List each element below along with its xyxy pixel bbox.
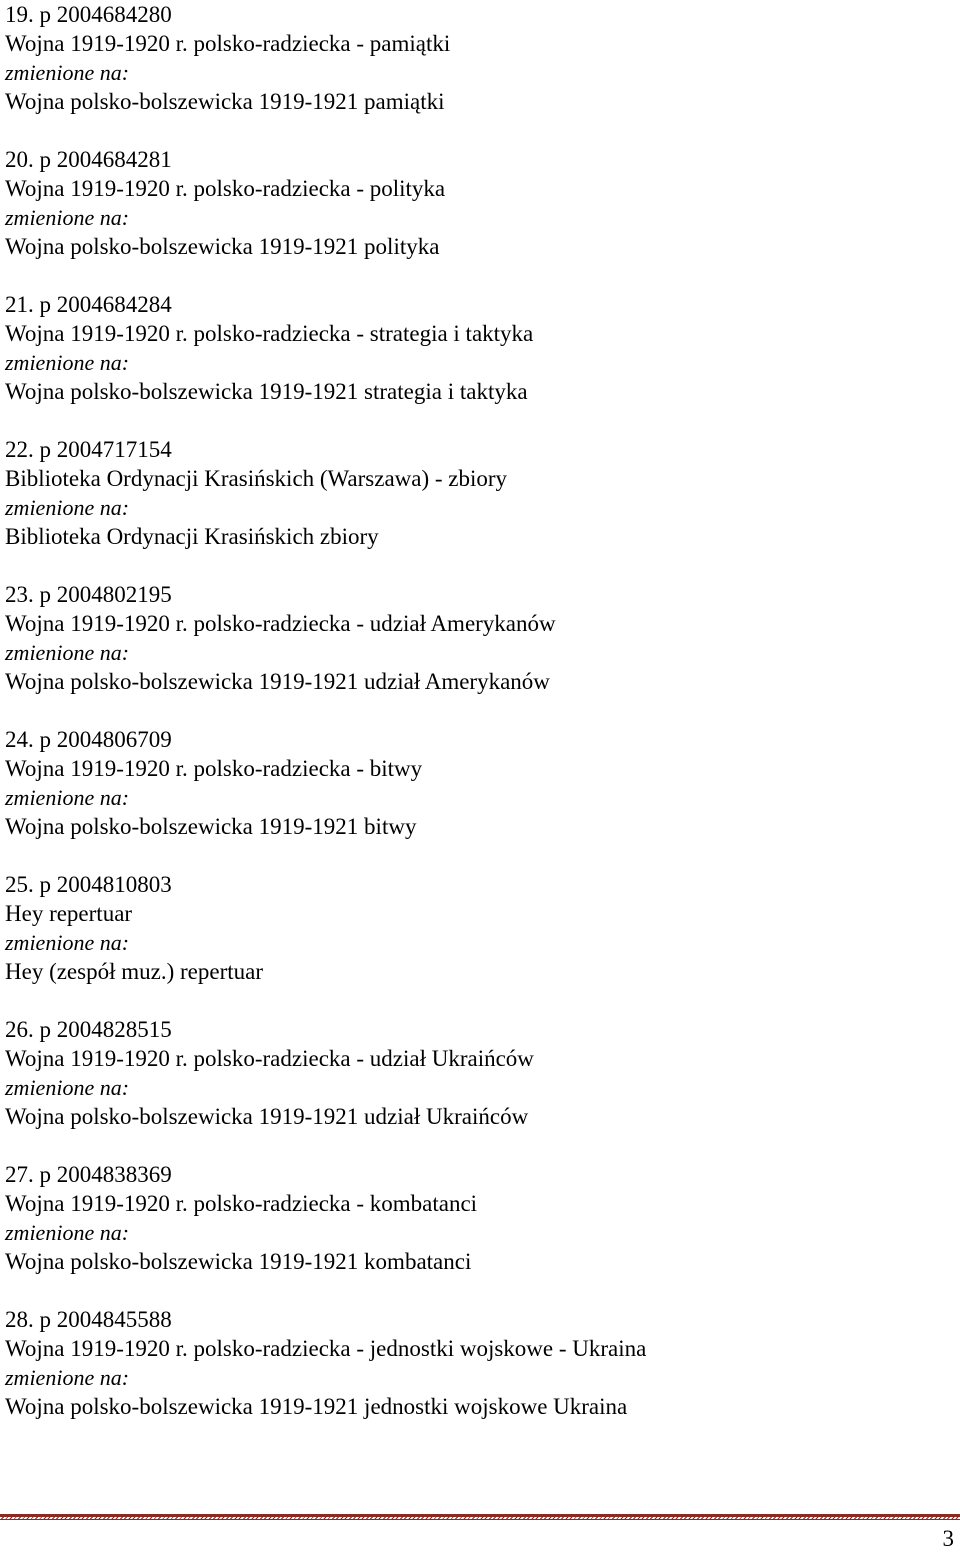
changed-to-label: zmienione na: xyxy=(5,785,130,810)
old-heading: Biblioteka Ordynacji Krasińskich (Warszawa) - zbiory xyxy=(5,466,508,491)
entry-header: 23. p 2004802195 xyxy=(5,582,172,607)
changed-to-label: zmienione na: xyxy=(5,350,130,375)
changed-to-label: zmienione na: xyxy=(5,1365,130,1390)
entry-header: 19. p 2004684280 xyxy=(5,2,172,27)
entry-header: 24. p 2004806709 xyxy=(5,727,172,752)
old-heading: Wojna 1919-1920 r. polsko-radziecka - pamiątki xyxy=(5,31,451,56)
entry-19 xyxy=(5,0,945,145)
new-heading: Wojna polsko-bolszewicka 1919-1921 strategia i taktyka xyxy=(5,379,528,404)
entry-header: 22. p 2004717154 xyxy=(5,437,172,462)
new-heading: Wojna polsko-bolszewicka 1919-1921 pamiątki xyxy=(5,89,445,114)
changed-to-label: zmienione na: xyxy=(5,930,130,955)
document-body xyxy=(5,0,945,1450)
footer-divider xyxy=(0,1514,960,1520)
old-heading: Wojna 1919-1920 r. polsko-radziecka - polityka xyxy=(5,176,446,201)
new-heading: Wojna polsko-bolszewicka 1919-1921 bitwy xyxy=(5,814,417,839)
old-heading: Wojna 1919-1920 r. polsko-radziecka - bitwy xyxy=(5,756,423,781)
entry-header: 21. p 2004684284 xyxy=(5,292,172,317)
old-heading: Wojna 1919-1920 r. polsko-radziecka - udział Ukraińców xyxy=(5,1046,534,1071)
entry-20 xyxy=(5,145,945,290)
entry-28 xyxy=(5,1305,945,1450)
page-number: 3 xyxy=(942,1526,954,1551)
new-heading: Hey (zespół muz.) repertuar xyxy=(5,959,263,984)
entry-header: 26. p 2004828515 xyxy=(5,1017,172,1042)
old-heading: Wojna 1919-1920 r. polsko-radziecka - jednostki wojskowe - Ukraina xyxy=(5,1336,647,1361)
old-heading: Wojna 1919-1920 r. polsko-radziecka - kombatanci xyxy=(5,1191,478,1216)
new-heading: Wojna polsko-bolszewicka 1919-1921 polityka xyxy=(5,234,440,259)
entry-22 xyxy=(5,435,945,580)
new-heading: Wojna polsko-bolszewicka 1919-1921 udział Ukraińców xyxy=(5,1104,529,1129)
entry-header: 20. p 2004684281 xyxy=(5,147,172,172)
new-heading: Wojna polsko-bolszewicka 1919-1921 kombatanci xyxy=(5,1249,472,1274)
entry-27 xyxy=(5,1160,945,1305)
entry-21 xyxy=(5,290,945,435)
old-heading: Hey repertuar xyxy=(5,901,133,926)
entry-23 xyxy=(5,580,945,725)
entry-header: 28. p 2004845588 xyxy=(5,1307,172,1332)
entry-25 xyxy=(5,870,945,1015)
changed-to-label: zmienione na: xyxy=(5,495,130,520)
new-heading: Wojna polsko-bolszewicka 1919-1921 udział Amerykanów xyxy=(5,669,550,694)
entry-26 xyxy=(5,1015,945,1160)
changed-to-label: zmienione na: xyxy=(5,1075,130,1100)
entry-header: 27. p 2004838369 xyxy=(5,1162,172,1187)
entry-24 xyxy=(5,725,945,870)
new-heading: Wojna polsko-bolszewicka 1919-1921 jednostki wojskowe Ukraina xyxy=(5,1394,628,1419)
changed-to-label: zmienione na: xyxy=(5,640,130,665)
changed-to-label: zmienione na: xyxy=(5,1220,130,1245)
new-heading: Biblioteka Ordynacji Krasińskich zbiory xyxy=(5,524,379,549)
entry-header: 25. p 2004810803 xyxy=(5,872,172,897)
old-heading: Wojna 1919-1920 r. polsko-radziecka - strategia i taktyka xyxy=(5,321,534,346)
old-heading: Wojna 1919-1920 r. polsko-radziecka - udział Amerykanów xyxy=(5,611,556,636)
changed-to-label: zmienione na: xyxy=(5,60,130,85)
changed-to-label: zmienione na: xyxy=(5,205,130,230)
